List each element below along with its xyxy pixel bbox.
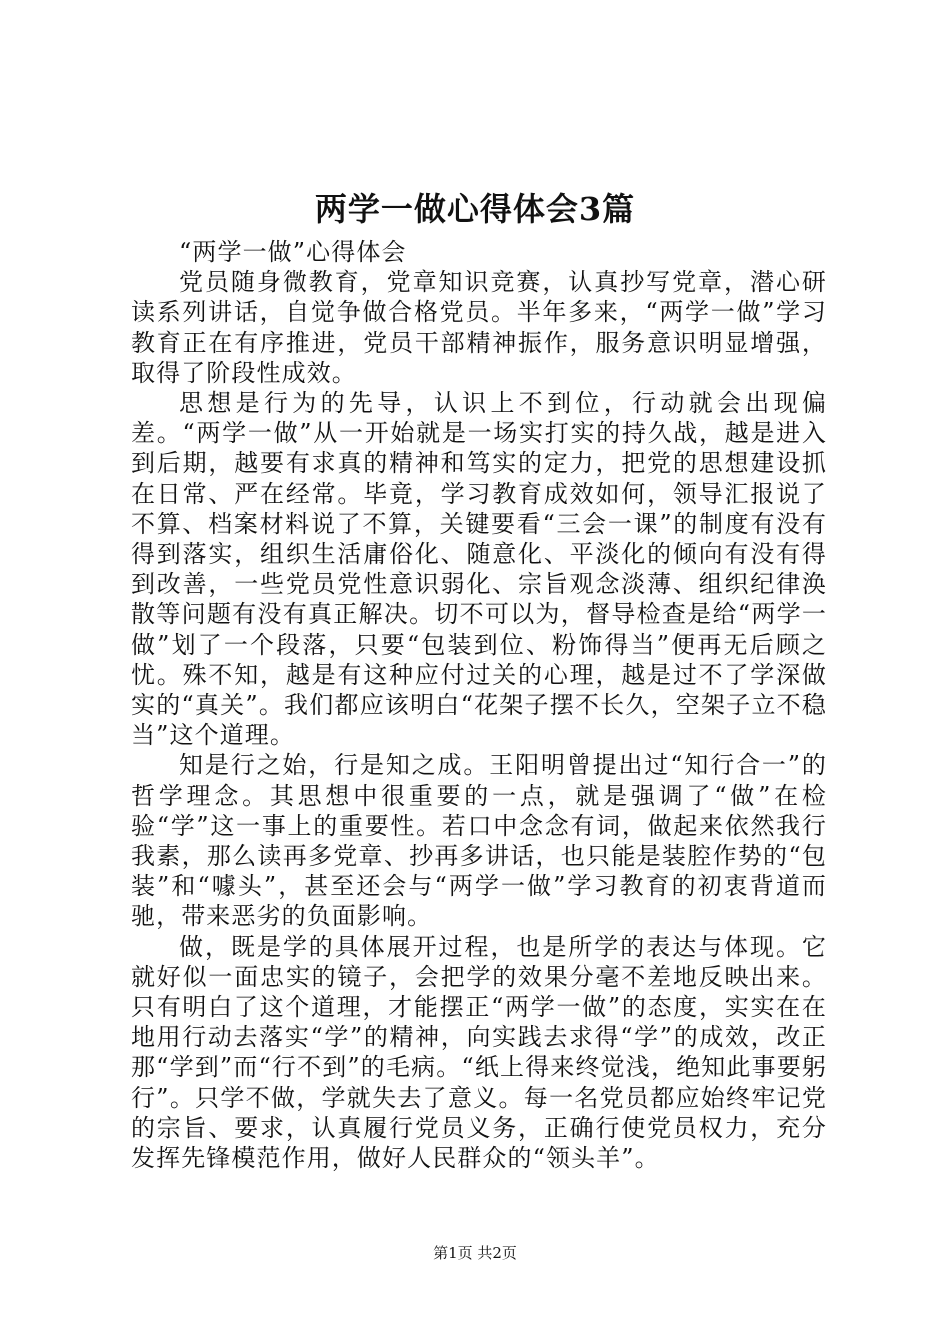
section-heading: “两学一做”心得体会 bbox=[179, 238, 407, 266]
paragraph: 党员随身微教育，党章知识竞赛，认真抄写党章，潜心研读系列讲话，自觉争做合格党员。半年多来，“两学一做”学习教育正在有序推进，党员干部精神振作，服务意识明显增强，取得了阶段性成效。 bbox=[131, 268, 827, 387]
page-number-footer: 第1页 共2页 bbox=[433, 1244, 517, 1262]
paragraph: 知是行之始，行是知之成。王阳明曾提出过“知行合一”的哲学理念。其思想中很重要的一点，就是强调了“做”在检验“学”这一事上的重要性。若口中念念有词，做起来依然我行我素，那么读再多党章、抄再多讲话，也只能是装腔作势的“包装”和“噱头”，甚至还会与“两学一做”学习教育的初衷背道而驰，带来恶劣的负面影响。 bbox=[131, 751, 827, 931]
document-body bbox=[131, 237, 827, 1173]
paragraph: 做，既是学的具体展开过程，也是所学的表达与体现。它就好似一面忠实的镜子，会把学的效果分毫不差地反映出来。只有明白了这个道理，才能摆正“两学一做”的态度，实实在在地用行动去落实“学”的精神，向实践去求得“学”的成效，改正那“学到”而“行不到”的毛病。“纸上得来终觉浅，绝知此事要躬行”。只学不做，学就失去了意义。每一名党员都应始终牢记党的宗旨、要求，认真履行党员义务，正确行使党员权力，充分发挥先锋模范作用，做好人民群众的“领头羊”。 bbox=[131, 932, 827, 1173]
paragraph: 思想是行为的先导，认识上不到位，行动就会出现偏差。“两学一做”从一开始就是一场实打实的持久战，越是进入到后期，越要有求真的精神和笃实的定力，把党的思想建设抓在日常、严在经常。毕竟，学习教育成效如何，领导汇报说了不算、档案材料说了不算，关键要看“三会一课”的制度有没有得到落实，组织生活庸俗化、随意化、平淡化的倾向有没有得到改善，一些党员党性意识弱化、宗旨观念淡薄、组织纪律涣散等问题有没有真正解决。切不可以为，督导检查是给“两学一做”划了一个段落，只要“包装到位、粉饰得当”便再无后顾之忧。殊不知，越是有这种应付过关的心理，越是过不了学深做实的“真关”。我们都应该明白“花架子摆不长久，空架子立不稳当”这个道理。 bbox=[131, 389, 827, 750]
document-title: 两学一做心得体会3篇 bbox=[314, 190, 636, 228]
